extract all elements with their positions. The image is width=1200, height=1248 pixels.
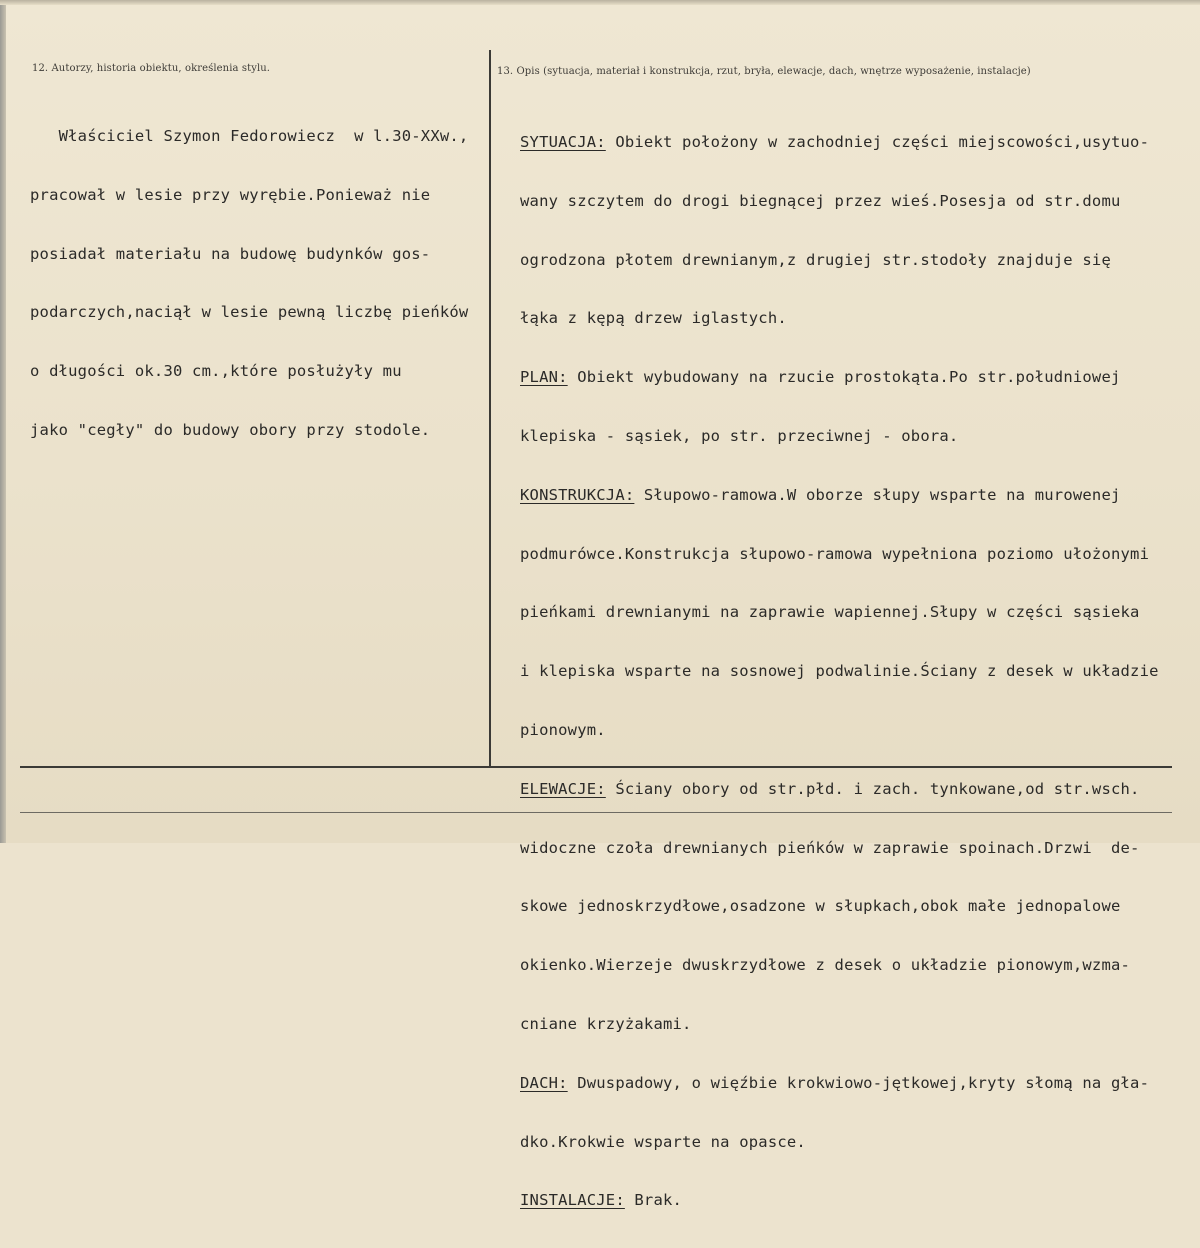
line-text: widoczne czoła drewnianych pieńków w zaprawie spoinach.Drzwi de- <box>520 838 1140 857</box>
section-13-line <box>520 1189 1159 1212</box>
section-12-line: posiadał materiału na budowę budynków gos- <box>30 244 431 263</box>
heading-sytuacja: SYTUACJA: <box>520 133 606 151</box>
section-13-line <box>520 425 1159 448</box>
line-text: łąka z kępą drzew iglastych. <box>520 309 787 328</box>
line-text: Obiekt wybudowany na rzucie prostokąta.Po str.południowej <box>567 368 1121 387</box>
section-13-line <box>520 895 1159 918</box>
heading-instalacje: INSTALACJE: <box>520 1191 625 1210</box>
heading-dach: DACH: <box>520 1073 568 1092</box>
sheet-edge-top <box>0 0 1200 5</box>
line-text: klepiska - sąsiek, po str. przeciwnej - obora. <box>520 426 959 445</box>
heading-plan: PLAN: <box>520 368 568 387</box>
section-13-line <box>520 837 1159 860</box>
section-13-line <box>520 131 1159 154</box>
line-text: pionowym. <box>520 720 606 739</box>
section-12-text <box>30 89 468 478</box>
section-13-line <box>520 190 1159 213</box>
heading-elewacje: ELEWACJE: <box>520 779 606 798</box>
section-13-line <box>520 660 1159 683</box>
section-12-line: jako "cegły" do budowy obory przy stodole. <box>30 420 431 439</box>
section-13-line <box>520 601 1159 624</box>
section-12-caption: 12. Autorzy, historia obiektu, określenia stylu. <box>32 63 271 74</box>
section-13-line <box>520 1013 1159 1036</box>
line-text: podmurówce.Konstrukcja słupowo-ramowa wypełniona poziomo ułożonymi <box>520 544 1150 563</box>
section-13-line <box>520 778 1159 801</box>
column-divider <box>489 50 491 767</box>
line-text: Słupowo-ramowa.W oborze słupy wsparte na murowenej <box>634 485 1121 504</box>
sheet-edge-left <box>0 0 6 843</box>
line-text: i klepiska wsparte na sosnowej podwalinie.Ściany z desek w układzie <box>520 662 1159 681</box>
line-text: skowe jednoskrzydłowe,osadzone w słupkach,obok małe jednopalowe <box>520 897 1121 916</box>
line-text: Ściany obory od str.płd. i zach. tynkowane,od str.wsch. <box>605 779 1140 798</box>
section-13-line <box>520 249 1159 272</box>
line-text: Dwuspadowy, o więźbie krokwiowo-jętkowej,kryty słomą na gła- <box>567 1073 1150 1092</box>
section-12-line: o długości ok.30 cm.,które posłużyły mu <box>30 362 402 381</box>
line-text: ogrodzona płotem drewnianym,z drugiej str.stodoły znajduje się <box>520 250 1111 269</box>
line-text: cniane krzyżakami. <box>520 1014 692 1033</box>
line-text: Obiekt położony w zachodniej części miejscowości,usytuo- <box>605 133 1150 151</box>
line-text: pieńkami drewnianymi na zaprawie wapiennej.Słupy w części sąsieka <box>520 603 1140 622</box>
section-13-line <box>520 543 1159 566</box>
line-text: dko.Krokwie wsparte na opasce. <box>520 1132 806 1151</box>
section-13-text <box>520 95 1159 1248</box>
section-13-line <box>520 307 1159 330</box>
line-text: Brak. <box>624 1191 683 1210</box>
line-text: okienko.Wierzeje dwuskrzydłowe z desek o układzie pionowym,wzma- <box>520 956 1131 975</box>
section-13-line <box>520 954 1159 977</box>
section-13-caption: 13. Opis (sytuacja, materiał i konstrukcja, rzut, bryła, elewacje, dach, wnętrze wyposażenie, instalacje) <box>497 66 1031 77</box>
section-12-line: Właściciel Szymon Fedorowiecz w l.30-XXw., <box>30 127 469 145</box>
heading-konstrukcja: KONSTRUKCJA: <box>520 485 635 504</box>
section-13-line <box>520 366 1159 389</box>
section-13-line <box>520 484 1159 507</box>
section-13-line <box>520 1072 1159 1095</box>
section-12-line: podarczych,naciął w lesie pewną liczbę pieńków <box>30 303 469 322</box>
section-13-line <box>520 719 1159 742</box>
line-text: wany szczytem do drogi biegnącej przez wieś.Posesja od str.domu <box>520 191 1121 210</box>
section-12-line: pracował w lesie przy wyrębie.Ponieważ nie <box>30 185 431 204</box>
section-13-line <box>520 1131 1159 1154</box>
